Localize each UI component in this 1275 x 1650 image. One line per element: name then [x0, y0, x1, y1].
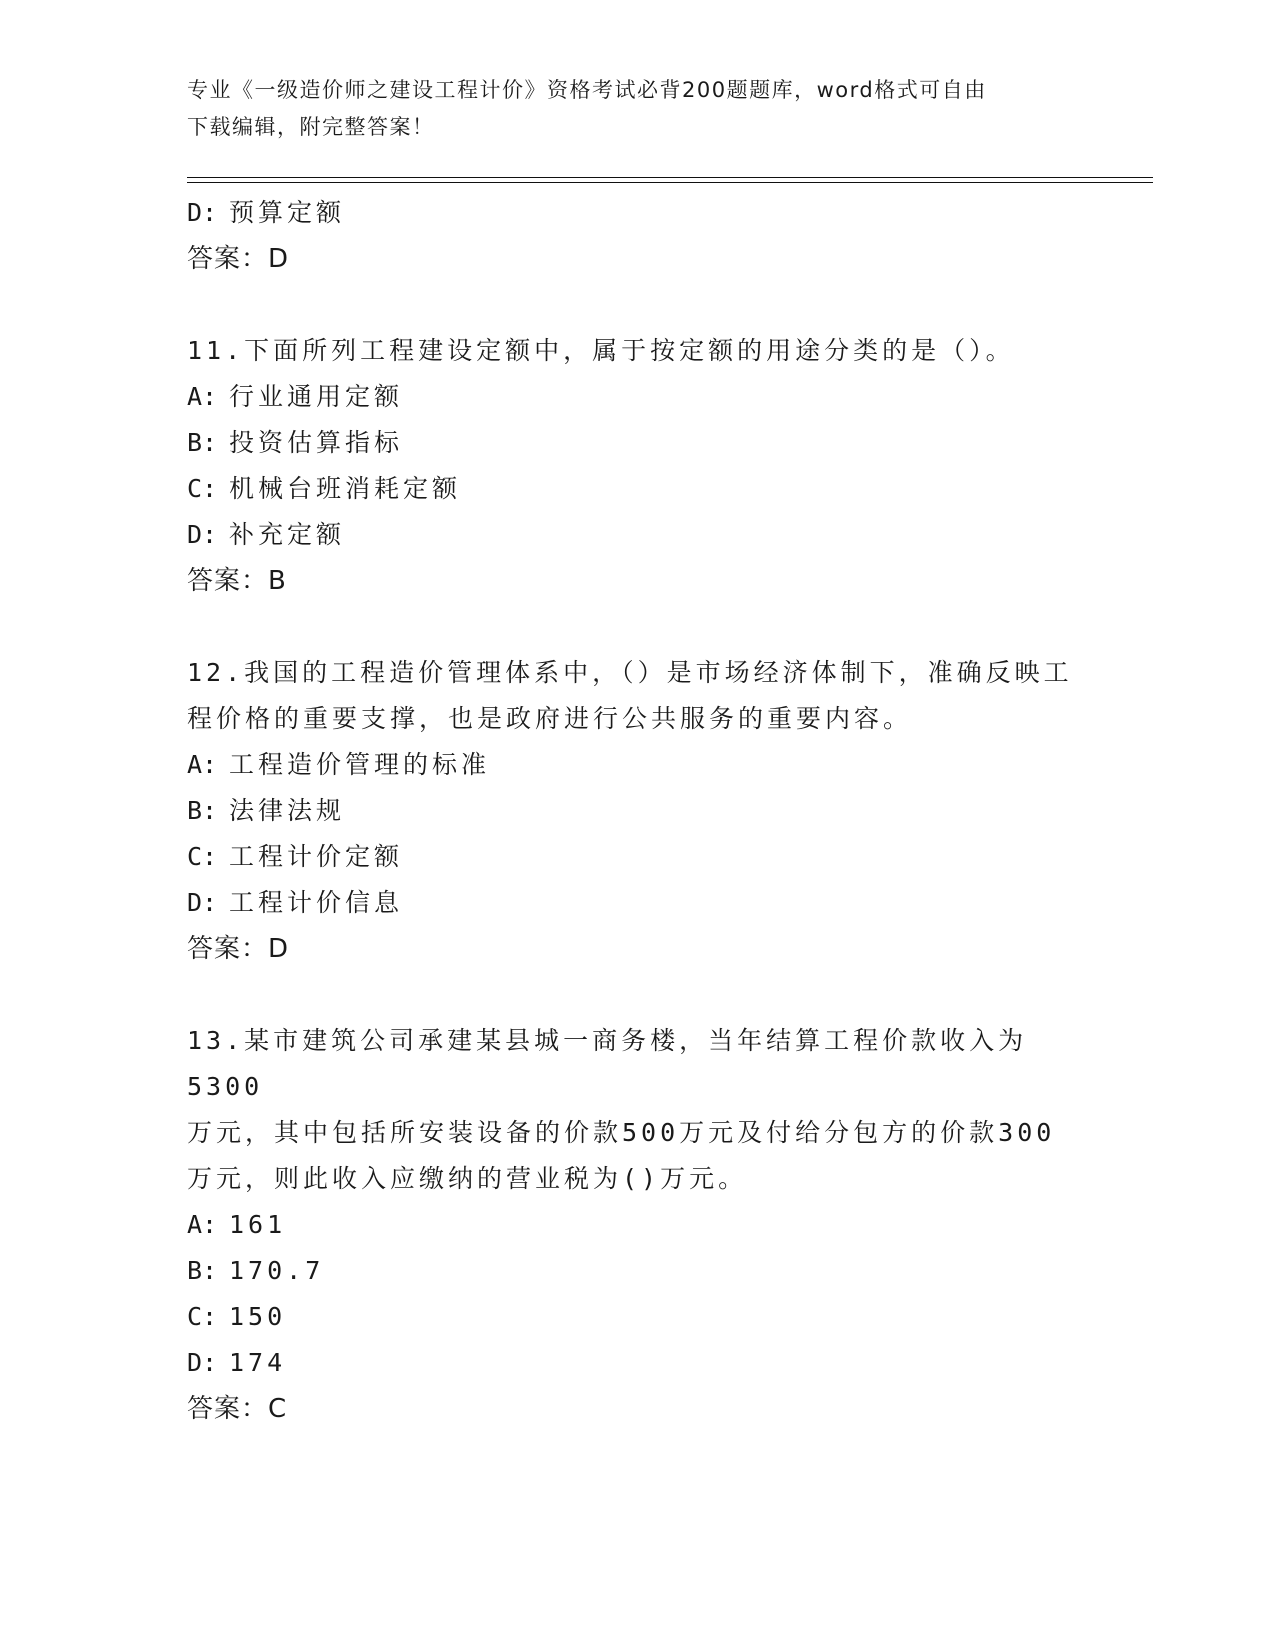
answer-line: 答案：D [187, 934, 290, 964]
header-rule-bottom [187, 182, 1153, 183]
question-11 [187, 328, 1087, 604]
option-text: 工程造价管理的标准 [229, 750, 491, 779]
stem-line: 万元，则此收入应缴纳的营业税为()万元。 [187, 1164, 748, 1193]
question-12 [187, 650, 1087, 972]
option-text: 150 [229, 1302, 287, 1331]
option-d [187, 512, 1087, 558]
option-a [187, 742, 1087, 788]
option-text: 工程计价信息 [229, 888, 404, 917]
spacer [187, 604, 1087, 650]
stem-line: 13.某市建筑公司承建某县城一商务楼，当年结算工程价款收入为5300 [187, 1026, 1028, 1101]
answer-line: 答案：C [187, 1394, 288, 1424]
stem-line: 程价格的重要支撑，也是政府进行公共服务的重要内容。 [187, 704, 913, 733]
answer-line: 答案：B [187, 566, 287, 596]
question-stem [187, 1018, 1087, 1202]
spacer [187, 282, 1087, 328]
option-text: 预算定额 [229, 198, 346, 227]
question-13 [187, 1018, 1087, 1432]
spacer [187, 972, 1087, 1018]
option-label: A: [187, 382, 218, 411]
option-label: D: [187, 198, 218, 227]
option-b [187, 420, 1087, 466]
option-c [187, 466, 1087, 512]
header-line-1: 专业《一级造价师之建设工程计价》资格考试必背200题题库，word格式可自由 [187, 78, 987, 102]
option-d [187, 1340, 1087, 1386]
option-a [187, 374, 1087, 420]
option-text: 170.7 [229, 1256, 325, 1285]
option-c [187, 1294, 1087, 1340]
option-label: A: [187, 1210, 218, 1239]
option-c [187, 834, 1087, 880]
header-line-2: 下载编辑，附完整答案！ [187, 115, 435, 139]
option-text: 174 [229, 1348, 287, 1377]
option-label: A: [187, 750, 218, 779]
option-label: D: [187, 888, 218, 917]
option-text: 行业通用定额 [229, 382, 404, 411]
stem-line: 万元，其中包括所安装设备的价款500万元及付给分包方的价款300 [187, 1118, 1056, 1147]
question-stem [187, 650, 1087, 742]
question-list [187, 190, 1087, 1432]
option-d [187, 880, 1087, 926]
option-label: B: [187, 796, 218, 825]
option-label: D: [187, 1348, 218, 1377]
answer-line: 答案：D [187, 244, 290, 274]
question-stem [187, 328, 1087, 374]
option-d [187, 190, 1087, 236]
stem-line: 11.下面所列工程建设定额中，属于按定额的用途分类的是（）。 [187, 336, 1015, 365]
option-text: 投资估算指标 [229, 428, 404, 457]
header-rule-top [187, 177, 1153, 178]
stem-line: 12.我国的工程造价管理体系中，（）是市场经济体制下，准确反映工 [187, 658, 1073, 687]
option-text: 补充定额 [229, 520, 346, 549]
option-label: C: [187, 1302, 218, 1331]
question-10-tail [187, 190, 1087, 282]
option-text: 机械台班消耗定额 [229, 474, 462, 503]
option-b [187, 1248, 1087, 1294]
option-label: C: [187, 842, 218, 871]
option-a [187, 1202, 1087, 1248]
option-text: 法律法规 [229, 796, 346, 825]
option-text: 161 [229, 1210, 287, 1239]
option-label: B: [187, 1256, 218, 1285]
document-header [187, 72, 1077, 146]
option-label: B: [187, 428, 218, 457]
option-label: C: [187, 474, 218, 503]
option-label: D: [187, 520, 218, 549]
option-b [187, 788, 1087, 834]
option-text: 工程计价定额 [229, 842, 404, 871]
